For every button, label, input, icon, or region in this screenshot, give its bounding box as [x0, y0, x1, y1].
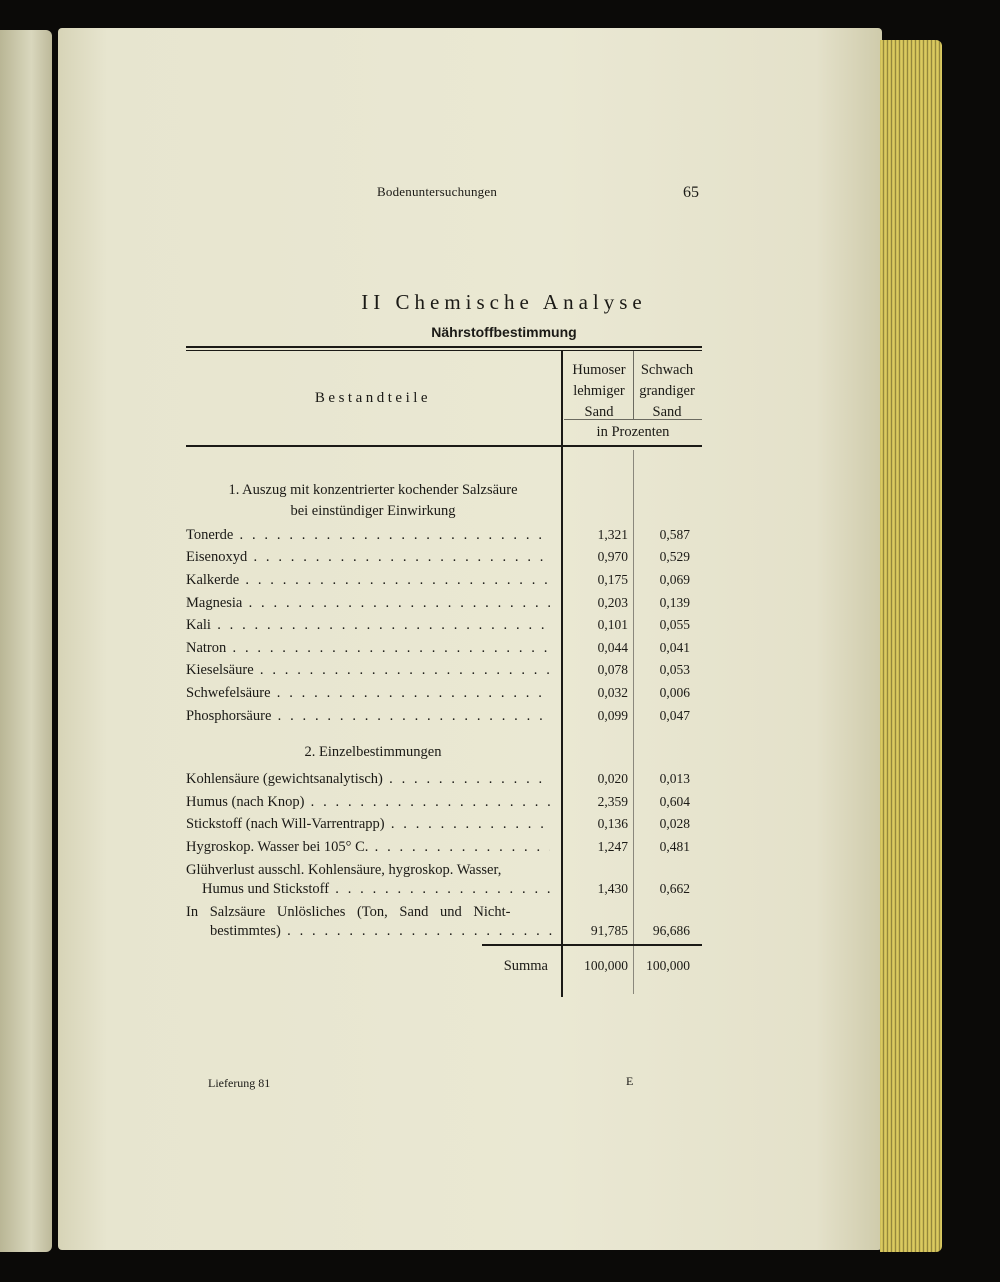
column-header-bestandteile: Bestandteile — [314, 390, 432, 406]
row-value-humoser: 0,078 — [597, 662, 628, 677]
row-label: Kohlensäure (gewichtsanalytisch) . . . — [186, 768, 550, 790]
column-header-line: lehmiger — [573, 383, 625, 399]
row-label: In Salzsäure Unlösliches (Ton, Sand und Nicht- — [186, 904, 511, 920]
summa-value-schwach: 100,000 — [646, 958, 690, 973]
row-value-schwach: 0,604 — [659, 794, 690, 809]
row-label: Tonerde . . . — [186, 524, 550, 546]
row-value-schwach: 0,139 — [659, 595, 690, 610]
row-value-schwach: 0,013 — [659, 771, 690, 786]
row-value-humoser: 0,101 — [597, 617, 628, 632]
row-value-humoser: 91,785 — [590, 923, 628, 938]
footer-signature: Lieferung 81 — [208, 1076, 271, 1090]
row-value-humoser: 0,020 — [597, 771, 628, 786]
group-title-line: 1. Auszug mit konzentrierter kochender Salzsäure — [228, 482, 518, 498]
row-value-humoser: 0,044 — [597, 640, 628, 655]
table-row — [186, 659, 702, 681]
table-row — [186, 637, 702, 659]
table-top-rule — [186, 346, 702, 348]
row-value-schwach: 0,028 — [659, 816, 690, 831]
row-value-schwach: 0,041 — [659, 640, 690, 655]
row-label: Phosphorsäure . . . — [186, 705, 550, 727]
table-row — [186, 813, 702, 835]
row-value-humoser: 1,430 — [597, 881, 628, 896]
row-value-schwach: 0,053 — [659, 662, 690, 677]
row-value-schwach: 0,529 — [659, 549, 690, 564]
table-row-wrapped — [186, 859, 702, 903]
row-label: Natron . . . — [186, 637, 550, 659]
group-title-auszug — [188, 480, 558, 522]
table-row — [186, 791, 702, 813]
header-bottom-rule — [186, 445, 702, 447]
row-label-continuation: Humus und Stickstoff . . . — [202, 878, 550, 900]
row-value-schwach: 0,047 — [659, 708, 690, 723]
row-value-humoser: 0,032 — [597, 685, 628, 700]
table-row — [186, 836, 702, 858]
row-label: Glühverlust ausschl. Kohlensäure, hygroskop. Wasser, — [186, 862, 502, 878]
table-row — [186, 569, 702, 591]
row-value-humoser: 0,136 — [597, 816, 628, 831]
row-label: Kieselsäure . . . — [186, 659, 550, 681]
footer-sheet-mark: E — [626, 1074, 634, 1088]
row-value-schwach: 0,069 — [659, 572, 690, 587]
row-value-humoser: 1,247 — [597, 839, 628, 854]
row-value-humoser: 0,970 — [597, 549, 628, 564]
group-title-einzelbestimmungen: 2. Einzelbestimmungen — [304, 744, 442, 760]
column-header-humoser — [563, 360, 635, 423]
adjacent-page-edge — [0, 30, 52, 1252]
column-header-line: Schwach — [640, 362, 694, 378]
summa-value-humoser: 100,000 — [584, 958, 628, 973]
row-value-humoser: 0,203 — [597, 595, 628, 610]
page-stack-edges — [880, 40, 942, 1252]
group-title-line: bei einstündiger Einwirkung — [290, 503, 456, 519]
column-header-line: Sand — [584, 404, 614, 420]
row-value-schwach: 0,006 — [659, 685, 690, 700]
row-value-humoser: 0,099 — [597, 708, 628, 723]
unit-header: in Prozenten — [596, 424, 670, 440]
row-value-humoser: 1,321 — [597, 527, 628, 542]
page-number: 65 — [683, 184, 699, 201]
row-value-schwach: 0,481 — [659, 839, 690, 854]
row-value-humoser: 0,175 — [597, 572, 628, 587]
section-title: II Chemische Analyse — [361, 290, 647, 314]
table-row-wrapped — [186, 901, 702, 945]
row-label: Kalkerde . . . — [186, 569, 550, 591]
table-top-rule-thin — [186, 350, 702, 351]
row-label: Schwefelsäure . . . — [186, 682, 550, 704]
table-row — [186, 682, 702, 704]
row-value-schwach: 96,686 — [652, 923, 690, 938]
table-row — [186, 705, 702, 727]
row-value-schwach: 0,587 — [659, 527, 690, 542]
table-row — [186, 592, 702, 614]
row-value-humoser: 2,359 — [597, 794, 628, 809]
row-value-schwach: 0,662 — [659, 881, 690, 896]
running-header: Bodenuntersuchungen — [377, 184, 498, 199]
row-label: Kali . . . — [186, 614, 550, 636]
row-label: Eisenoxyd . . . — [186, 546, 550, 568]
table-row — [186, 524, 702, 546]
row-label: Humus (nach Knop) . . . — [186, 791, 550, 813]
column-header-line: Humoser — [572, 362, 626, 378]
table-row — [186, 614, 702, 636]
row-label: Hygroskop. Wasser bei 105° C. . . . — [186, 836, 550, 858]
column-header-schwach — [631, 360, 703, 423]
column-header-line: grandiger — [639, 383, 695, 399]
table-row — [186, 768, 702, 790]
row-label: Stickstoff (nach Will-Varrentrapp) . . . — [186, 813, 550, 835]
row-label: Magnesia . . . — [186, 592, 550, 614]
row-value-schwach: 0,055 — [659, 617, 690, 632]
summa-label: Summa — [503, 958, 548, 974]
table-row — [186, 546, 702, 568]
section-subtitle: Nährstoffbestimmung — [431, 324, 577, 340]
column-header-line: Sand — [652, 404, 682, 420]
row-label-continuation: bestimmtes) . . . — [210, 920, 558, 942]
